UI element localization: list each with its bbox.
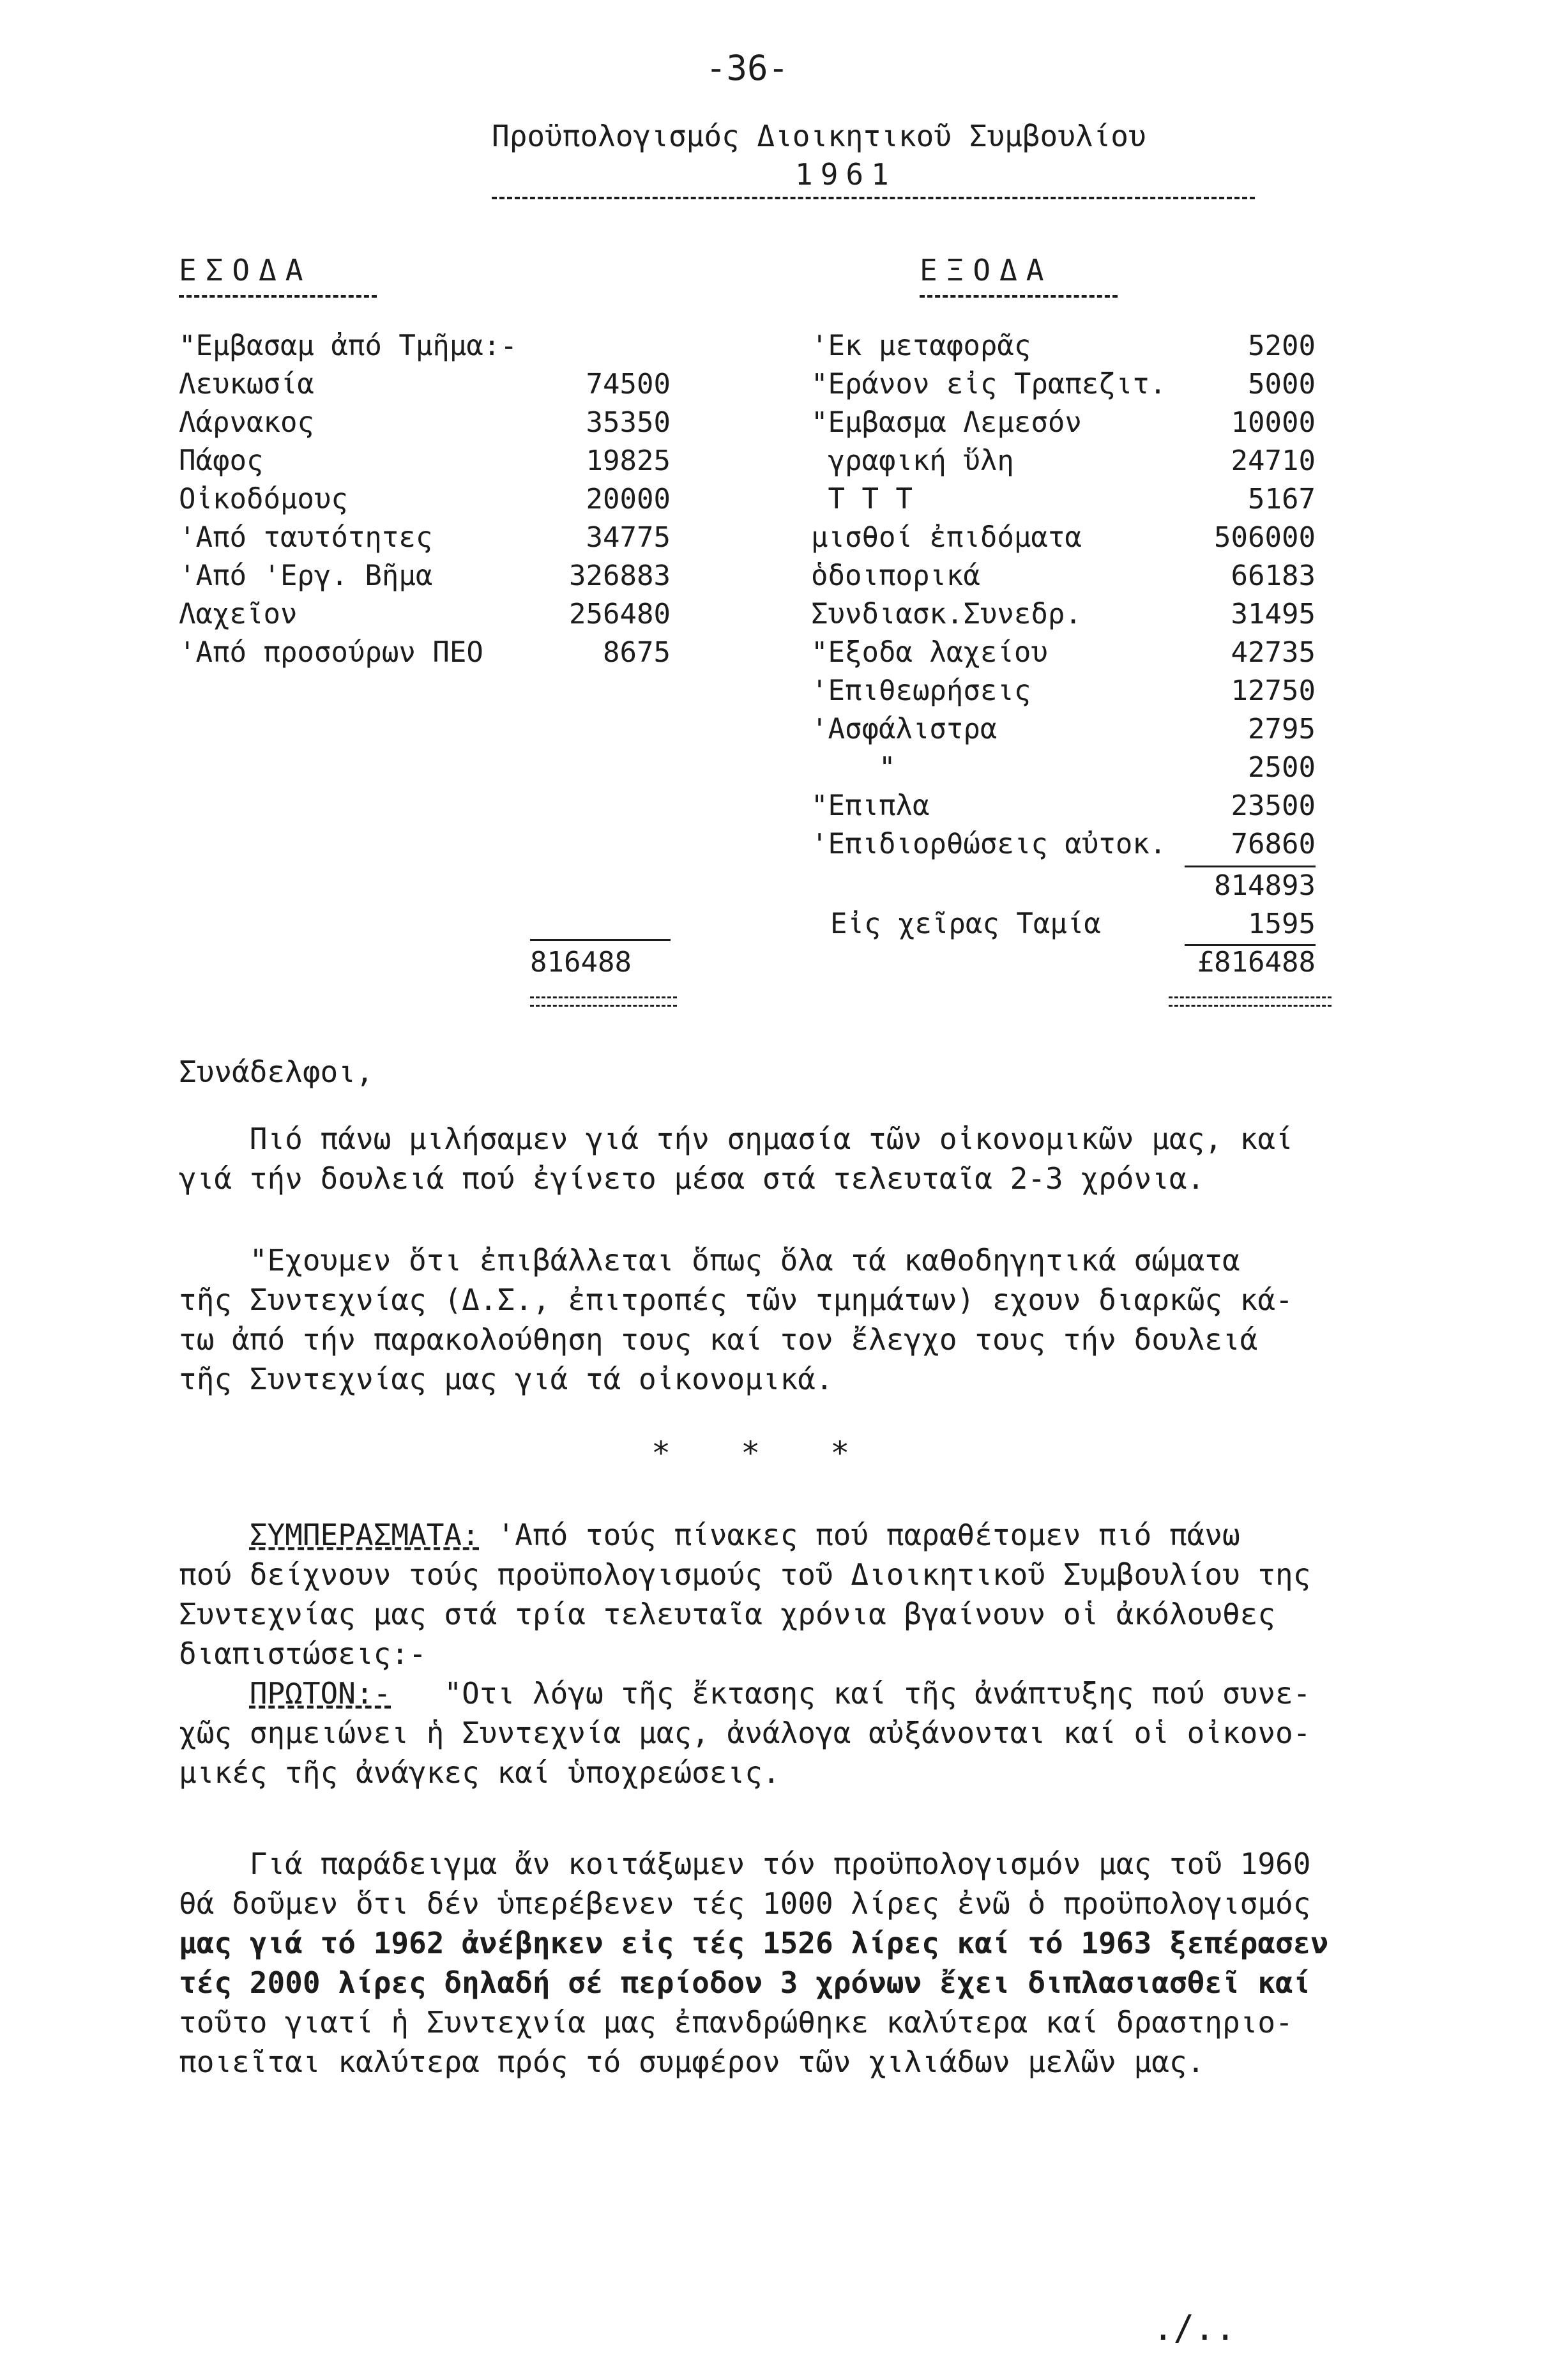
text-line: τω ἀπό τήν παρακολούθηση τους καί τον ἔλεγχο τους τήν δουλειά bbox=[179, 1322, 1258, 1357]
text-line: γιά τήν δουλειά πού ἐγίνετο μέσα στά τελευταῖα 2-3 χρόνια. bbox=[179, 1161, 1205, 1196]
text-line: τοῦτο γιατί ἡ Συντεχνία μας ἐπανδρώθηκε καλύτερα καί δραστηριο- bbox=[179, 2005, 1293, 2040]
expense-total: £816488 bbox=[1197, 946, 1316, 979]
income-label: Πάφος bbox=[179, 445, 264, 477]
income-label: Οἰκοδόμους bbox=[179, 483, 348, 515]
expense-row bbox=[811, 636, 1316, 675]
expense-amount: 76860 bbox=[1231, 828, 1316, 860]
cashier-amount: 1595 bbox=[1248, 908, 1316, 940]
expense-label: 'Επιδιορθώσεις αὐτοκ. bbox=[811, 828, 1167, 860]
expense-total-double-rule bbox=[1169, 996, 1332, 1007]
text-line bbox=[179, 1676, 1456, 1718]
expense-amount: 5000 bbox=[1248, 368, 1316, 400]
expense-subtotal: 814893 bbox=[1214, 869, 1316, 902]
income-row bbox=[179, 636, 671, 675]
income-amount: 74500 bbox=[586, 368, 671, 400]
text-line bbox=[179, 1520, 1456, 1560]
expense-amount: 12750 bbox=[1231, 675, 1316, 707]
expense-label: Τ Τ Τ bbox=[811, 483, 913, 515]
conclusions-label: ΣΥΜΠΕΡΑΣΜΑΤΑ: bbox=[249, 1518, 480, 1552]
text-line: θά δοῦμεν ὅτι δέν ὑπερέβενεν τές 1000 λίρες ἐνῶ ὁ προϋπολογισμός bbox=[179, 1886, 1311, 1921]
expense-label: γραφική ὕλη bbox=[811, 445, 1014, 477]
expense-amount: 66183 bbox=[1231, 560, 1316, 592]
text-line: Πιό πάνω μιλήσαμεν γιά τήν σημασία τῶν οἰκονομικῶν μας, καί bbox=[179, 1122, 1293, 1156]
expense-row bbox=[811, 406, 1316, 445]
income-row bbox=[179, 447, 671, 483]
budget-year: 1961 bbox=[795, 157, 897, 192]
expense-row bbox=[811, 562, 1316, 598]
first-point-paragraph bbox=[179, 1676, 1456, 1797]
text-line: τές 2000 λίρες δηλαδή σέ περίοδον 3 χρόνων ἔχει διπλασιασθεῖ καί bbox=[179, 1965, 1311, 2000]
expense-amount: 10000 bbox=[1231, 406, 1316, 439]
expense-label: "Εξοδα λαχείου bbox=[811, 636, 1048, 669]
page-number: -36- bbox=[706, 48, 789, 88]
expense-amount: 5167 bbox=[1248, 483, 1316, 515]
text-line: Γιά παράδειγμα ἄν κοιτάξωμεν τόν προϋπολογισμόν μας τοῦ 1960 bbox=[179, 1847, 1311, 1881]
income-row bbox=[179, 370, 671, 406]
income-label: 'Από 'Εργ. Βῆμα bbox=[179, 560, 433, 592]
income-heading: ΕΣΟΔΑ bbox=[179, 253, 312, 287]
expense-amount: 5200 bbox=[1248, 330, 1316, 362]
income-label: 'Από ταυτότητες bbox=[179, 521, 433, 554]
continuation-mark: ./.. bbox=[1153, 2308, 1236, 2348]
paragraph-2 bbox=[179, 1243, 1456, 1404]
expense-amount: 42735 bbox=[1231, 636, 1316, 669]
income-label: 'Από προσούρων ΠΕΟ bbox=[179, 636, 483, 669]
expense-amount: 2795 bbox=[1248, 713, 1316, 745]
expense-row bbox=[811, 751, 1316, 790]
income-row bbox=[179, 521, 671, 560]
salutation: Συνάδελφοι, bbox=[179, 1055, 374, 1089]
expense-heading: ΕΞΟΔΑ bbox=[920, 253, 1053, 287]
expense-amount: 506000 bbox=[1214, 521, 1316, 554]
expense-row bbox=[811, 677, 1316, 713]
section-separator: *** bbox=[651, 1435, 920, 1472]
text-line: μας γιά τό 1962 ἀνέβηκεν εἰς τές 1526 λίρες καί τό 1963 ξεπέρασεν bbox=[179, 1926, 1329, 1960]
expense-row bbox=[811, 715, 1316, 751]
text-line: "Εχουμεν ὅτι ἐπιβάλλεται ὅπως ὅλα τά καθοδηγητικά σώματα bbox=[179, 1243, 1240, 1278]
income-row bbox=[179, 562, 671, 598]
expense-amount: 2500 bbox=[1248, 751, 1316, 784]
text-line: διαπιστώσεις:- bbox=[179, 1636, 427, 1671]
income-amount: 8675 bbox=[603, 636, 671, 669]
expense-heading-underline bbox=[920, 295, 1118, 298]
income-amount: 20000 bbox=[586, 483, 671, 515]
text-line-rest: "Οτι λόγω τῆς ἔκτασης καί τῆς ἀνάπτυξης πού συνε- bbox=[391, 1676, 1311, 1711]
expense-row bbox=[811, 485, 1316, 521]
income-total: 816488 bbox=[530, 946, 632, 979]
expense-row bbox=[811, 370, 1316, 406]
title-underline bbox=[492, 197, 1255, 199]
text-line: τῆς Συντεχνίας (Δ.Σ., ἐπιτροπές τῶν τμημάτων) εχουν διαρκῶς κά- bbox=[179, 1283, 1293, 1317]
expense-label: 'Εκ μεταφορᾶς bbox=[811, 330, 1031, 362]
income-total-double-rule bbox=[530, 996, 677, 1007]
expense-amount: 24710 bbox=[1231, 445, 1316, 477]
expense-row bbox=[811, 792, 1316, 828]
income-label: Λευκωσία bbox=[179, 368, 314, 400]
text-line: ποιεῖται καλύτερα πρός τό συμφέρον τῶν χιλιάδων μελῶν μας. bbox=[179, 2045, 1205, 2079]
first-point-label: ΠΡΩΤΟΝ:- bbox=[249, 1676, 391, 1711]
income-amount: 19825 bbox=[586, 445, 671, 477]
text-line: μικές τῆς ἀνάγκες καί ὑποχρεώσεις. bbox=[179, 1755, 780, 1790]
expense-row bbox=[811, 830, 1316, 866]
expense-row bbox=[811, 332, 1316, 368]
income-row bbox=[179, 600, 671, 636]
conclusions-paragraph bbox=[179, 1520, 1456, 1679]
text-line: τῆς Συντεχνίας μας γιά τά οἰκονομικά. bbox=[179, 1362, 833, 1396]
document-title: Προϋπολογισμός Διοικητικοῦ Συμβουλίου bbox=[492, 119, 1146, 153]
income-amount: 34775 bbox=[586, 521, 671, 554]
income-heading-underline bbox=[179, 295, 377, 298]
income-label: Λάρνακος bbox=[179, 406, 314, 439]
paragraph-1 bbox=[179, 1124, 1456, 1203]
income-amount: 256480 bbox=[569, 598, 671, 630]
expense-row bbox=[811, 447, 1316, 483]
expense-label: Συνδιασκ.Συνεδρ. bbox=[811, 598, 1082, 630]
expense-label: ὁδοιπορικά bbox=[811, 560, 980, 592]
income-total-line bbox=[530, 939, 671, 941]
income-row bbox=[179, 406, 671, 445]
expense-row bbox=[811, 600, 1316, 636]
text-line: Συντεχνίας μας στά τρία τελευταῖα χρόνια βγαίνουν οἱ ἀκόλουθες bbox=[179, 1597, 1276, 1631]
income-amount: 326883 bbox=[569, 560, 671, 592]
income-row bbox=[179, 485, 671, 521]
text-line-rest: 'Από τούς πίνακες πού παραθέτομεν πιό πάνω bbox=[479, 1518, 1240, 1552]
expense-label: 'Επιθεωρήσεις bbox=[811, 675, 1031, 707]
expense-label: "Εράνον εἰς Τραπεζιτ. bbox=[811, 368, 1167, 400]
expense-label: "Εμβασμα Λεμεσόν bbox=[811, 406, 1082, 439]
expense-label: μισθοί ἐπιδόματα bbox=[811, 521, 1082, 554]
income-amount: 35350 bbox=[586, 406, 671, 439]
expense-amount: 31495 bbox=[1231, 598, 1316, 630]
text-line: πού δείχνουν τούς προϋπολογισμούς τοῦ Διοικητικοῦ Συμβουλίου της bbox=[179, 1557, 1311, 1592]
income-label: Λαχεῖον bbox=[179, 598, 298, 630]
expense-subtotal-line bbox=[1185, 866, 1316, 867]
expense-label: "Επιπλα bbox=[811, 790, 930, 822]
income-group-label: "Εμβασαμ ἀπό Τμῆμα:- bbox=[179, 330, 517, 362]
expense-row bbox=[811, 521, 1316, 560]
expense-amount: 23500 bbox=[1231, 790, 1316, 822]
expense-label: 'Ασφάλιστρα bbox=[811, 713, 998, 745]
text-line: χῶς σημειώνει ἡ Συντεχνία μας, ἀνάλογα αὐξάνονται καί οἱ οἰκονο- bbox=[179, 1716, 1311, 1750]
cashier-label: Εἰς χεῖρας Ταμία bbox=[830, 908, 1101, 940]
expense-label: " bbox=[811, 751, 896, 784]
paragraph-3 bbox=[179, 1849, 1456, 2087]
